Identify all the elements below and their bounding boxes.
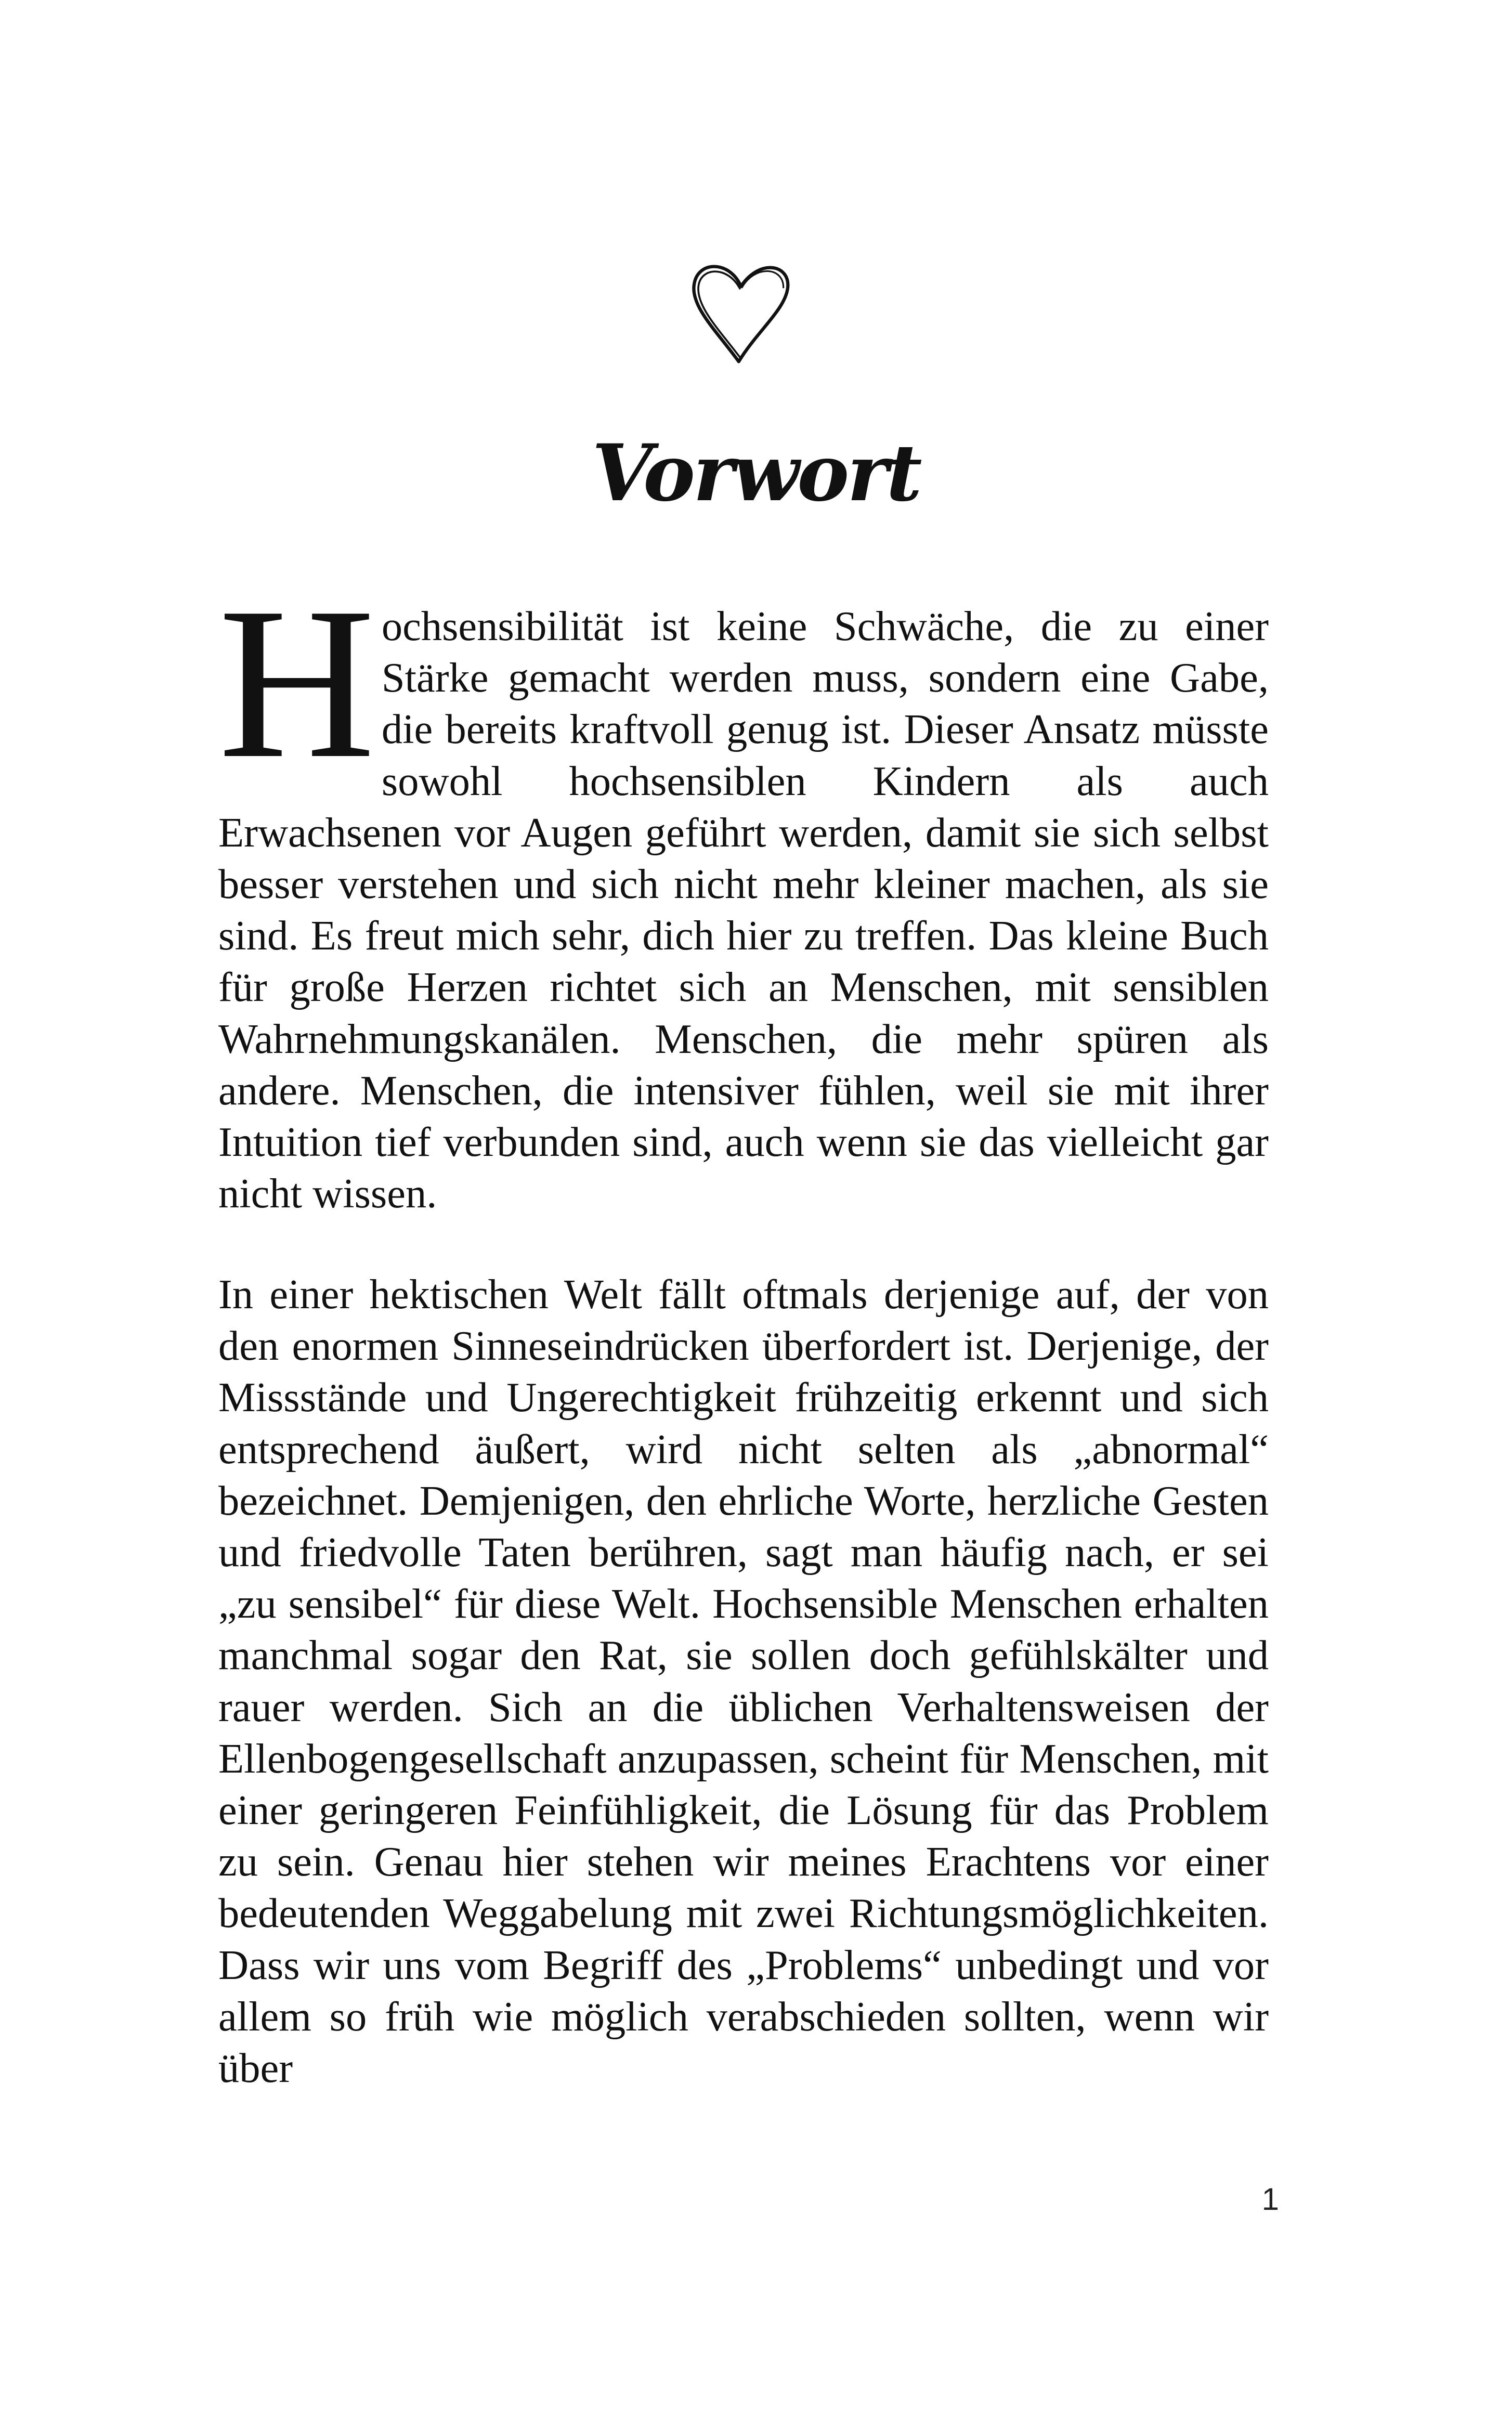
chapter-title: Vorwort [592, 427, 920, 519]
paragraph-intro [218, 563, 1269, 1219]
page-number: 1 [1261, 2182, 1279, 2217]
drop-cap: H [218, 563, 375, 803]
paragraph-second-text: In einer hektischen Welt fällt oftmals derjenige auf, der von den enormen Sinneseindrücken überfordert ist. Derjenige, der Missstände und Ungerechtigkeit frühzeitig erkennt und sich entsprechend äußert, wird nicht selten als „abnormal“ bezeichnet. Demjenigen, den ehrliche Worte, herzliche Gesten und friedvolle Taten berühren, sagt man häufig nach, er sei „zu sensibel“ für diese Welt. Hochsensible Menschen erhalten manchmal sogar den Rat, sie sollen doch gefühlskälter und rauer werden. Sich an die üblichen Verhaltensweisen der Ellenbogengesellschaft anzupassen, scheint für Menschen, mit einer geringeren Feinfühligkeit, die Lösung für das Problem zu sein. Genau hier stehen wir meines Erachtens vor einer bedeutenden Weggabelung mit zwei Richtungsmöglichkeiten. Dass wir uns vom Begriff des „Problems“ unbedingt und vor allem so früh wie möglich verabschieden sollten, wenn wir über [218, 1271, 1269, 2092]
heart-icon [686, 255, 796, 369]
paragraph-intro-text: ochsensibilität ist keine Schwäche, die zu einer Stärke gemacht werden muss, sondern eine Gabe, die bereits kraftvoll genug ist. Dieser Ansatz müsste sowohl hochsensiblen Kindern als auch Erwachsenen vor Augen geführt werden, damit sie sich selbst besser verstehen und sich nicht mehr kleiner machen, als sie sind. Es freut mich sehr, dich hier zu treffen. Das kleine Buch für große Herzen richtet sich an Menschen, mit sensiblen Wahrnehmungskanälen. Menschen, die mehr spüren als andere. Menschen, die intensiver fühlen, weil sie mit ihrer Intuition tief verbunden sind, auch wenn sie das vielleicht gar nicht wissen. [218, 603, 1269, 1217]
paragraph-second [218, 1269, 1269, 2094]
